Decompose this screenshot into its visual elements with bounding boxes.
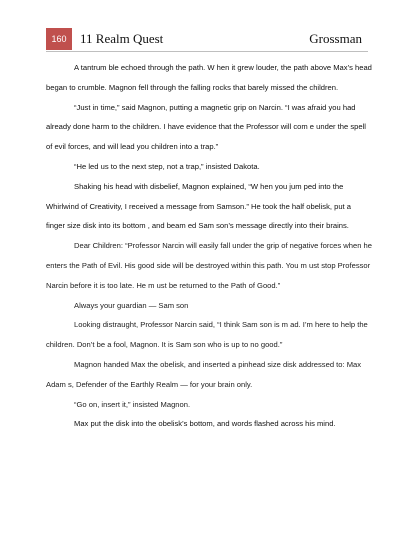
book-title: 11 Realm Quest <box>80 31 164 46</box>
paragraph-10: Max put the disk into the obelisk’s bottom, and words flashed across his mind. <box>74 419 336 429</box>
paragraph-7: Looking distraught, Professor Narcin said, “I think Sam son is m ad. I’m here to help the children. Don’t be a fool, Magnon. It is Sam son who is up to no good.” <box>46 320 368 350</box>
paragraph-6: Always your guardian — Sam son <box>74 300 189 310</box>
header-divider <box>46 51 368 52</box>
paragraph-5: Dear Children: “Professor Narcin will easily fall under the grip of negative forces when he enters the Path of Evil. His good side will be destroyed within this path. You m ust stop Professor Narcin before it is too late. He m ust be returned to the Path of Good.” <box>46 241 372 290</box>
paragraph-9: “Go on, insert it,” insisted Magnon. <box>74 399 191 409</box>
author-name: Grossman <box>309 31 362 46</box>
page-body <box>46 58 372 434</box>
page-number-badge: 160 <box>46 28 72 50</box>
paragraph-2: “Just in time,” said Magnon, putting a magnetic grip on Narcin. “I was afraid you had already done harm to the children. I have evidence that the Professor will com e under the spell of evil forces, and will lead you children into a trap.” <box>46 102 366 152</box>
paragraph-8: Magnon handed Max the obelisk, and inserted a pinhead size disk addressed to: Max Adam s, Defender of the Earthly Realm — for your brain only. <box>46 359 362 389</box>
paragraph-4: Shaking his head with disbelief, Magnon explained, “W hen you jum ped into the Whirlwind of Creativity, I received a message from Samson.” He took the half obelisk, put a finger size disk into its bottom , and beam ed Sam son’s message directly into their brains. <box>46 181 352 231</box>
paragraph-3: “He led us to the next step, not a trap,” insisted Dakota. <box>74 161 260 171</box>
paragraph-1: A tantrum ble echoed through the path. W hen it grew louder, the path above Max’s head began to crumble. Magnon fell through the falling rocks that barely missed the children. <box>46 63 372 92</box>
